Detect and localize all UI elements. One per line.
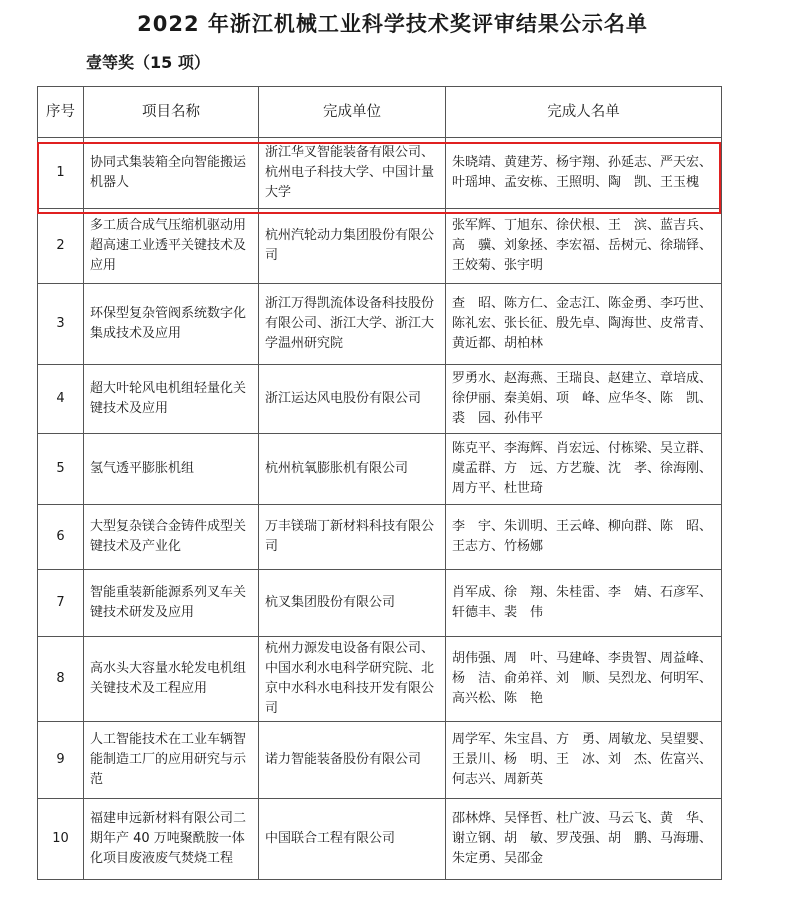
results-table [37, 86, 722, 880]
row-index: 2 [38, 209, 84, 284]
row-project: 人工智能技术在工业车辆智能制造工厂的应用研究与示范 [84, 722, 259, 799]
row-project: 福建申远新材料有限公司二期年产 40 万吨聚酰胺一体化项目废液废气焚烧工程 [84, 799, 259, 880]
row-unit: 杭州力源发电设备有限公司、中国水利水电科学研究院、北京中水科水电科技开发有限公司 [259, 637, 446, 722]
row-project: 大型复杂镁合金铸件成型关键技术及产业化 [84, 505, 259, 570]
row-people: 肖军成、徐 翔、朱桂雷、李 婧、石彦军、轩德丰、裴 伟 [446, 570, 722, 637]
row-project: 氢气透平膨胀机组 [84, 434, 259, 505]
row-project: 智能重装新能源系列叉车关键技术研发及应用 [84, 570, 259, 637]
table-row [38, 284, 722, 365]
row-project: 环保型复杂管阀系统数字化集成技术及应用 [84, 284, 259, 365]
row-index: 7 [38, 570, 84, 637]
row-index: 9 [38, 722, 84, 799]
table-row [38, 365, 722, 434]
row-people: 胡伟强、周 叶、马建峰、李贵智、周益峰、杨 洁、俞弟祥、刘 顺、吴烈龙、何明军、高兴松、陈 艳 [446, 637, 722, 722]
row-unit: 诺力智能装备股份有限公司 [259, 722, 446, 799]
row-people: 查 昭、陈方仁、金志江、陈金勇、李巧世、陈礼宏、张长征、殷先卓、陶海世、皮常青、黄近都、胡柏林 [446, 284, 722, 365]
row-index: 6 [38, 505, 84, 570]
table-row [38, 434, 722, 505]
row-unit: 浙江万得凯流体设备科技股份有限公司、浙江大学、浙江大学温州研究院 [259, 284, 446, 365]
row-people: 邵林烨、吴怿哲、杜广波、马云飞、黄 华、谢立钢、胡 敏、罗茂强、胡 鹏、马海珊、朱定勇、吴邵金 [446, 799, 722, 880]
header-unit: 完成单位 [259, 87, 446, 138]
row-people: 李 宇、朱训明、王云峰、柳向群、陈 昭、王志方、竹杨娜 [446, 505, 722, 570]
row-project: 协同式集装箱全向智能搬运机器人 [84, 138, 259, 209]
header-people: 完成人名单 [446, 87, 722, 138]
row-index: 5 [38, 434, 84, 505]
row-people: 张军辉、丁旭东、徐伏根、王 滨、蓝吉兵、高 骥、刘象拯、李宏福、岳树元、徐瑞铎、王姣菊、张宇明 [446, 209, 722, 284]
award-level-heading: 壹等奖（15 项） [86, 53, 210, 72]
table-header-row [38, 87, 722, 138]
header-project: 项目名称 [84, 87, 259, 138]
row-unit: 中国联合工程有限公司 [259, 799, 446, 880]
row-index: 3 [38, 284, 84, 365]
row-unit: 浙江华叉智能装备有限公司、杭州电子科技大学、中国计量大学 [259, 138, 446, 209]
table-row [38, 637, 722, 722]
table-row [38, 505, 722, 570]
table-row [38, 722, 722, 799]
row-index: 8 [38, 637, 84, 722]
row-project: 多工质合成气压缩机驱动用超高速工业透平关键技术及应用 [84, 209, 259, 284]
document-title: 2022 年浙江机械工业科学技术奖评审结果公示名单 [137, 12, 648, 36]
row-unit: 杭州杭氧膨胀机有限公司 [259, 434, 446, 505]
table-row [38, 209, 722, 284]
row-people: 朱晓靖、黄建芳、杨宇翔、孙延志、严天宏、叶瑶坤、孟安栋、王照明、陶 凯、王玉槐 [446, 138, 722, 209]
row-unit: 杭叉集团股份有限公司 [259, 570, 446, 637]
row-unit: 杭州汽轮动力集团股份有限公司 [259, 209, 446, 284]
row-project: 超大叶轮风电机组轻量化关键技术及应用 [84, 365, 259, 434]
row-people: 陈克平、李海辉、肖宏远、付栋梁、吴立群、虞孟群、方 远、方艺璇、沈 孝、徐海刚、周方平、杜世琦 [446, 434, 722, 505]
header-index: 序号 [38, 87, 84, 138]
row-unit: 浙江运达风电股份有限公司 [259, 365, 446, 434]
row-index: 4 [38, 365, 84, 434]
row-project: 高水头大容量水轮发电机组关键技术及工程应用 [84, 637, 259, 722]
row-index: 10 [38, 799, 84, 880]
row-index: 1 [38, 138, 84, 209]
table-row [38, 138, 722, 209]
row-people: 周学军、朱宝昌、方 勇、周敏龙、吴望婴、王景川、杨 明、王 冰、刘 杰、佐富兴、何志兴、周新英 [446, 722, 722, 799]
table-row [38, 799, 722, 880]
row-people: 罗勇水、赵海燕、王瑞良、赵建立、章培成、徐伊丽、秦美娟、项 峰、应华冬、陈 凯、裘 园、孙伟平 [446, 365, 722, 434]
row-unit: 万丰镁瑞丁新材料科技有限公司 [259, 505, 446, 570]
table-row [38, 570, 722, 637]
